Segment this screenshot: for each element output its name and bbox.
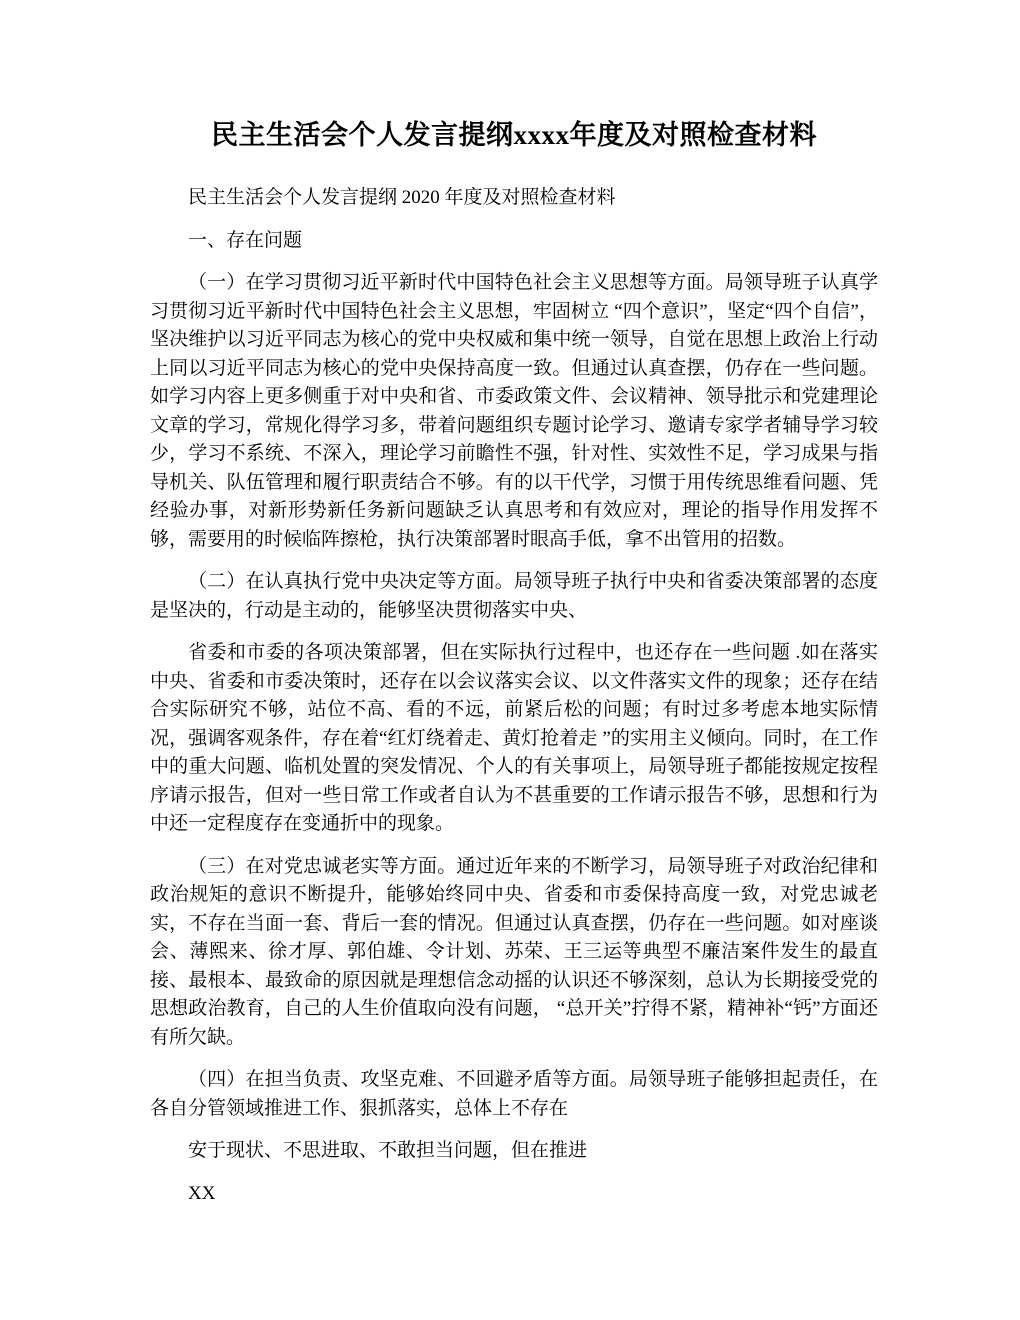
paragraph: 安于现状、不思进取、不敢担当问题，但在推进 [188, 1140, 588, 1161]
paragraph: XX [188, 1182, 216, 1204]
paragraph: （四）在担当负责、攻坚克难、不回避矛盾等方面。局领导班子能够担起责任，在各自分管领域推进工作、狠抓落实，总体上不存在 [150, 1069, 878, 1119]
section-heading: 一、存在问题 [188, 229, 303, 251]
document-title: 民主生活会个人发言提纲xxxx年度及对照检查材料 [211, 120, 817, 150]
paragraph: （三）在对党忠诚老实等方面。通过近年来的不断学习，局领导班子对政治纪律和政治规矩的意识不断提升，能够始终同中央、省委和市委保持高度一致，对党忠诚老实，不存在当面一套、背后一套的情况。但通过认真查摆，仍存在一些问题。如对座谈会、薄熙来、徐才厚、郭伯雄、令计划、苏荣、王三运等典型不廉洁案件发生的最直接、最根本、最致命的原因就是理想信念动摇的认识还不够深刻，总认为长期接受党的思想政治教育，自己的人生价值取向没有问题， “总开关”拧得不紧，精神补“钙”方面还有所欠缺。 [150, 855, 878, 1048]
paragraph: 省委和市委的各项决策部署，但在实际执行过程中，也还存在一些问题 .如在落实中央、省委和市委决策时，还存在以会议落实会议、以文件落实文件的现象；还存在结合实际研究不够，站位不高、看的不远，前紧后松的问题；有时过多考虑本地实际情况，强调客观条件，存在着“红灯绕着走、黄灯抢着走 ”的实用主义倾向。同时，在工作中的重大问题、临机处置的突发情况、个人的有关事项上，局领导班子都能按规定按程序请示报告，但对一些日常工作或者自认为不甚重要的工作请示报告不够，思想和行为中还一定程度存在变通折中的现象。 [150, 642, 878, 834]
paragraph: （二）在认真执行党中央决定等方面。局领导班子执行中央和省委决策部署的态度是坚决的，行动是主动的，能够坚决贯彻落实中央、 [150, 571, 878, 621]
document-subtitle: 民主生活会个人发言提纲 2020 年度及对照检查材料 [188, 187, 616, 208]
paragraph: （一）在学习贯彻习近平新时代中国特色社会主义思想等方面。局领导班子认真学习贯彻习近平新时代中国特色社会主义思想，牢固树立 “四个意识”，坚定“四个自信”，坚决维护以习近平同志为核心的党中央权威和集中统一领导，自觉在思想上政治上行动上同以习近平同志为核心的党中央保持高度一致。但通过认真查摆，仍存在一些问题。如学习内容上更多侧重于对中央和省、市委政策文件、会议精神、领导批示和党建理论文章的学习，常规化得学习多，带着问题组织专题讨论学习、邀请专家学者辅导学习较少，学习不系统、不深入，理论学习前瞻性不强，针对性、实效性不足，学习成果与指导机关、队伍管理和履行职责结合不够。有的以干代学，习惯于用传统思维看问题、凭经验办事，对新形势新任务新问题缺乏认真思考和有效应对，理论的指导作用发挥不够，需要用的时候临阵擦枪，执行决策部署时眼高手低，拿不出管用的招数。 [150, 272, 878, 550]
